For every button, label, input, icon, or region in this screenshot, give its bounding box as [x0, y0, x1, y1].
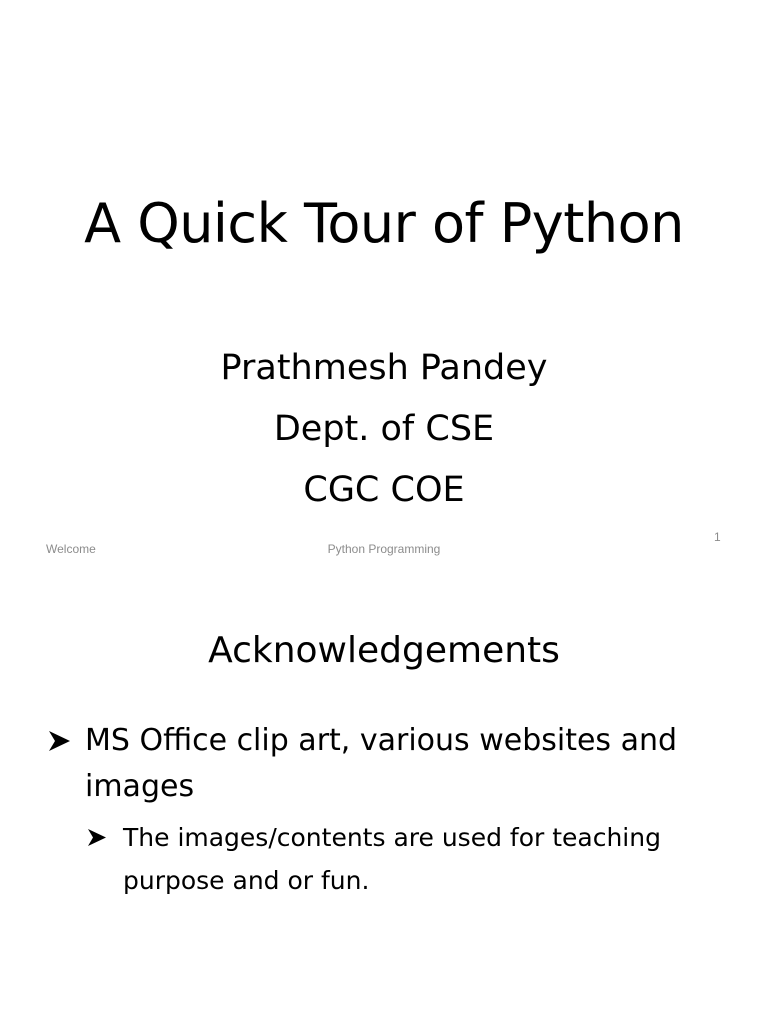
slide-heading: Acknowledgements	[208, 630, 560, 671]
bullet-item	[46, 718, 726, 810]
slide-subtitle	[0, 338, 768, 521]
slide-2	[0, 576, 768, 1024]
footer-left: Welcome	[46, 542, 96, 556]
sub-bullet-item	[86, 816, 686, 902]
department: Dept. of CSE	[273, 409, 495, 449]
sub-bullet-text: The images/contents are used for teaching purpose and or fun.	[123, 823, 661, 895]
slide-number: 1	[714, 530, 721, 544]
footer-center: Python Programming	[327, 542, 441, 556]
author-name: Prathmesh Pandey	[220, 348, 548, 388]
arrow-bullet-icon	[86, 816, 112, 859]
arrow-bullet-icon	[46, 718, 76, 764]
institution: CGC COE	[303, 470, 465, 510]
bullet-text: MS Office clip art, various websites and images	[85, 723, 678, 804]
slide-title: A Quick Tour of Python	[84, 192, 684, 255]
